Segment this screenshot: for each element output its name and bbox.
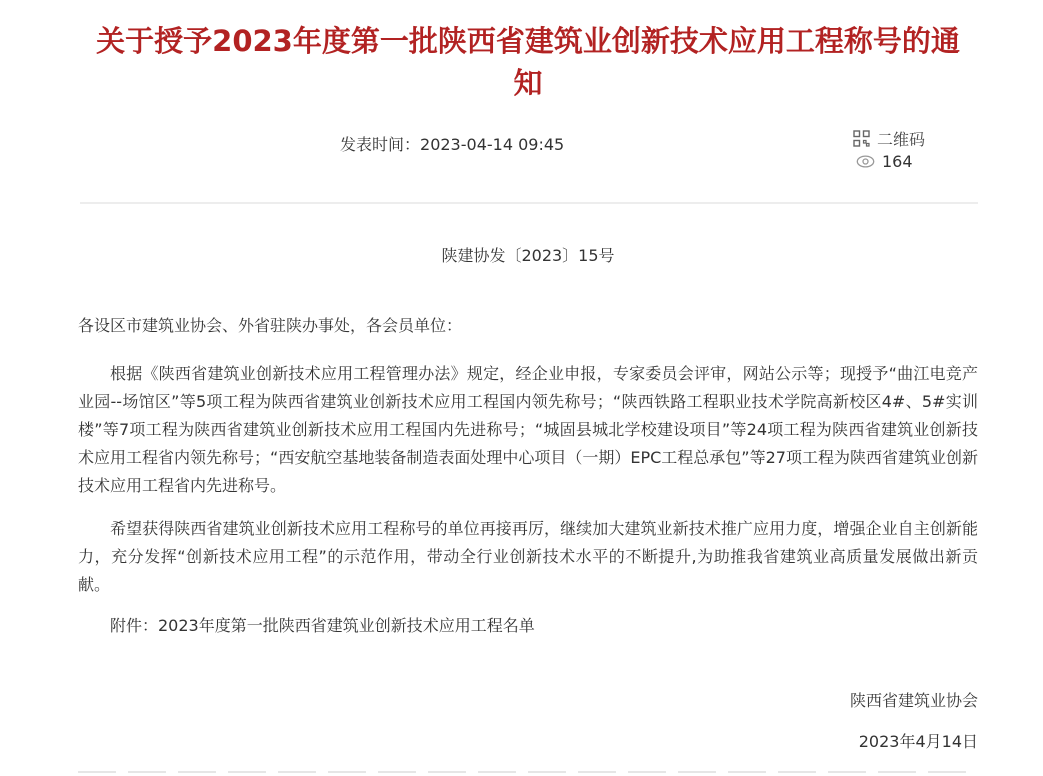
header-divider: [80, 202, 978, 204]
qrcode-label: 二维码: [877, 130, 926, 149]
publish-time: [340, 132, 564, 155]
meta-row: [78, 130, 978, 174]
publish-time-label: 发表时间：: [340, 135, 421, 154]
qrcode-icon: [853, 130, 870, 147]
eye-icon: [856, 155, 875, 168]
salutation: 各设区市建筑业协会、外省驻陕办事处，各会员单位：: [78, 316, 463, 335]
issuer-signature: 陕西省建筑业协会: [849, 691, 978, 710]
view-count-value: 164: [882, 152, 913, 171]
attachment-link[interactable]: 附件：2023年度第一批陕西省建筑业创新技术应用工程名单: [110, 616, 535, 635]
issue-date: 2023年4月14日: [858, 732, 978, 751]
bottom-dashed-divider: [78, 771, 978, 773]
meta-right-block: [853, 128, 925, 172]
notice-document: [0, 20, 1043, 773]
view-count: [853, 151, 925, 172]
document-number: 陕建协发〔2023〕15号: [441, 246, 615, 265]
paragraph-awards: 根据《陕西省建筑业创新技术应用工程管理办法》规定，经企业申报，专家委员会评审，网站公示等；现授予“曲江电竞产业园--场馆区”等5项工程为陕西省建筑业创新技术应用工程国内领先称号；“陕西铁路工程职业技术学院高新校区4#、5#实训楼”等7项工程为陕西省建筑业创新技术应用工程国内先进称号；“城固县城北学校建设项目”等24项工程为陕西省建筑业创新技术应用工程省内领先称号；“西安航空基地装备制造表面处理中心项目（一期）EPC工程总承包”等27项工程为陕西省建筑业创新技术应用工程省内先进称号。: [78, 364, 978, 495]
paragraph-encouragement: 希望获得陕西省建筑业创新技术应用工程称号的单位再接再厉，继续加大建筑业新技术推广应用力度，增强企业自主创新能力，充分发挥“创新技术应用工程”的示范作用，带动全行业创新技术水平的不断提升,为助推我省建筑业高质量发展做出新贡献。: [78, 519, 978, 594]
page-title: 关于授予2023年度第一批陕西省建筑业创新技术应用工程称号的通知: [96, 24, 960, 100]
qrcode-button[interactable]: [853, 128, 925, 149]
publish-time-value: 2023-04-14 09:45: [420, 135, 565, 154]
